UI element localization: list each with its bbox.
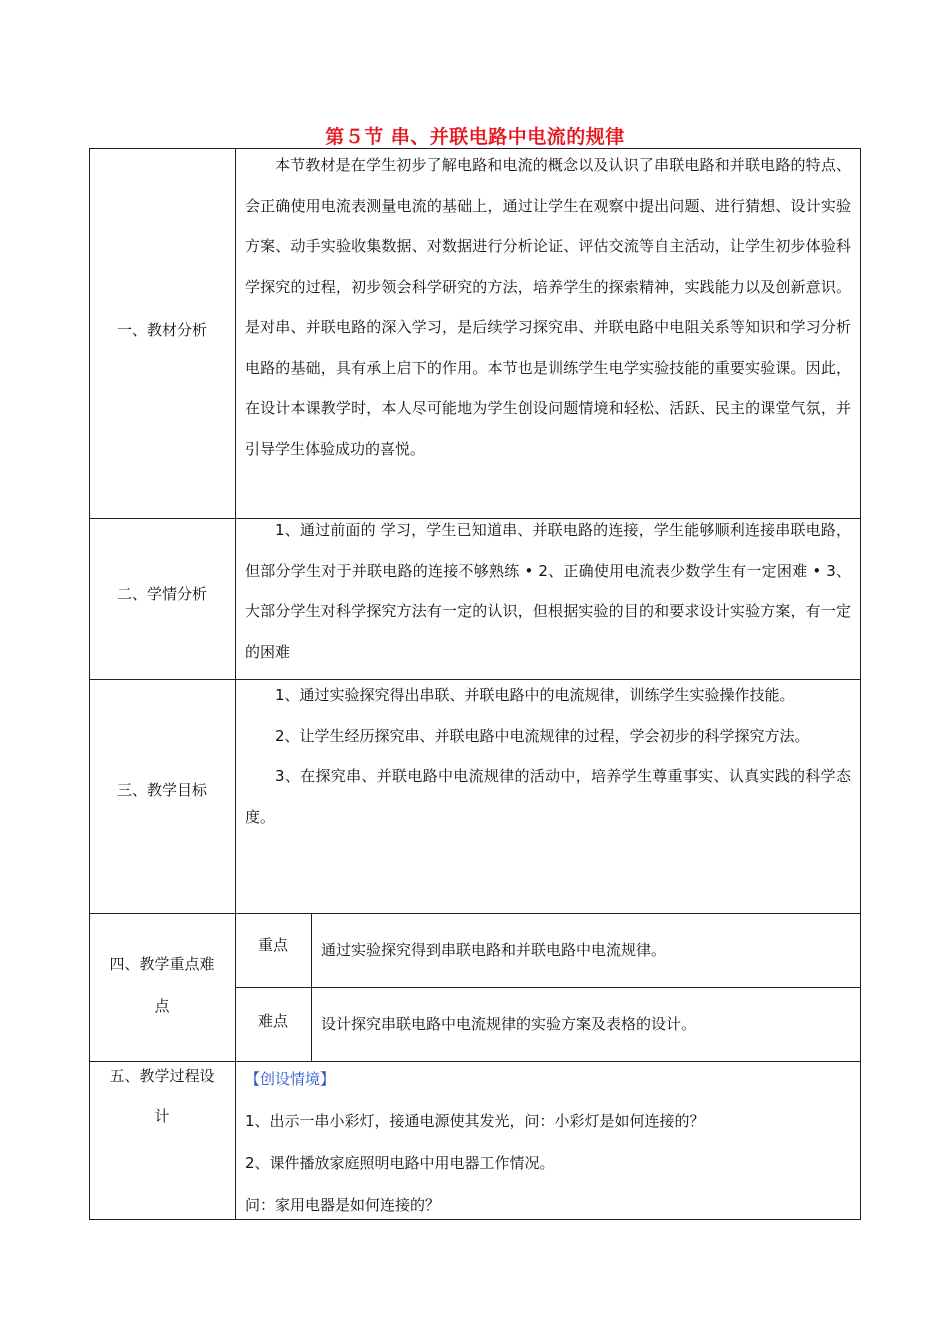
scenario-heading: 【创设情境】 — [245, 1070, 336, 1088]
lesson-plan-table — [89, 148, 861, 1220]
paragraph: 本节教材是在学生初步了解电路和电流的概念以及认识了串联电路和并联电路的特点、会正确使用电流表测量电流的基础上，通过让学生在观察中提出问题、进行猜想、设计实验方案、动手实验收集数据、对数据进行分析论证、评估交流等自主活动，让学生初步体验科学探究的过程，初步领会科学研究的方法，培养学生的探索精神，实践能力以及创新意识。是对串、并联电路的深入学习，是后续学习探究串、并联电路中电阻关系等知识和学习分析电路的基础，具有承上启下的作用。本节也是训练学生电学实验技能的重要实验课。因此，在设计本课教学时，本人尽可能地为学生创设问题情境和轻松、活跃、民主的课堂气氛，并引导学生体验成功的喜悦。 — [245, 156, 851, 458]
label-line: 点 — [154, 997, 170, 1015]
difficulty-text: 设计探究串联电路中电流规律的实验方案及表格的设计。 — [321, 1015, 697, 1033]
section-label-teaching-goals: 三、教学目标 — [116, 781, 207, 799]
label-line: 五、教学过程设 — [109, 1067, 215, 1085]
student-analysis-content — [245, 510, 851, 672]
key-point-text: 通过实验探究得到串联电路和并联电路中电流规律。 — [321, 941, 667, 959]
page-title: 第５节 串、并联电路中电流的规律 — [325, 126, 625, 148]
textbook-analysis-content — [245, 145, 851, 469]
label-line: 四、教学重点难 — [109, 955, 215, 973]
process-line: 2、课件播放家庭照明电路中用电器工作情况。 — [245, 1154, 555, 1172]
goal-item: 1、通过实验探究得出串联、并联电路中的电流规律，训练学生实验操作技能。 — [275, 686, 795, 704]
process-line: 1、出示一串小彩灯，接通电源使其发光，问：小彩灯是如何连接的？ — [245, 1112, 705, 1130]
teaching-process-content — [245, 1058, 851, 1226]
section-label-student-analysis: 二、学情分析 — [116, 585, 207, 603]
key-point-label: 重点 — [257, 936, 288, 954]
section-label-textbook-analysis: 一、教材分析 — [116, 321, 207, 339]
process-line: 问：家用电器是如何连接的？ — [245, 1196, 441, 1214]
teaching-goals-content — [245, 675, 851, 837]
goal-item: 2、让学生经历探究串、并联电路中电流规律的过程，学会初步的科学探究方法。 — [275, 726, 810, 745]
label-line: 计 — [154, 1107, 170, 1125]
difficulty-label: 难点 — [257, 1012, 288, 1030]
section-label-key-points — [89, 943, 235, 1027]
section-label-teaching-process — [89, 1056, 235, 1136]
paragraph: 1、通过前面的 学习，学生已知道串、并联电路的连接，学生能够顺利连接串联电路，但部分学生对于并联电路的连接不够熟练 • 2、正确使用电流表少数学生有一定困难 • 3、大部分学生对科学探究方法有一定的认识，但根据实验的目的和要求设计实验方案，有一定的困难 — [245, 521, 851, 661]
goal-item: 3、在探究串、并联电路中电流规律的活动中，培养学生尊重事实、认真实践的科学态度。 — [245, 767, 851, 826]
